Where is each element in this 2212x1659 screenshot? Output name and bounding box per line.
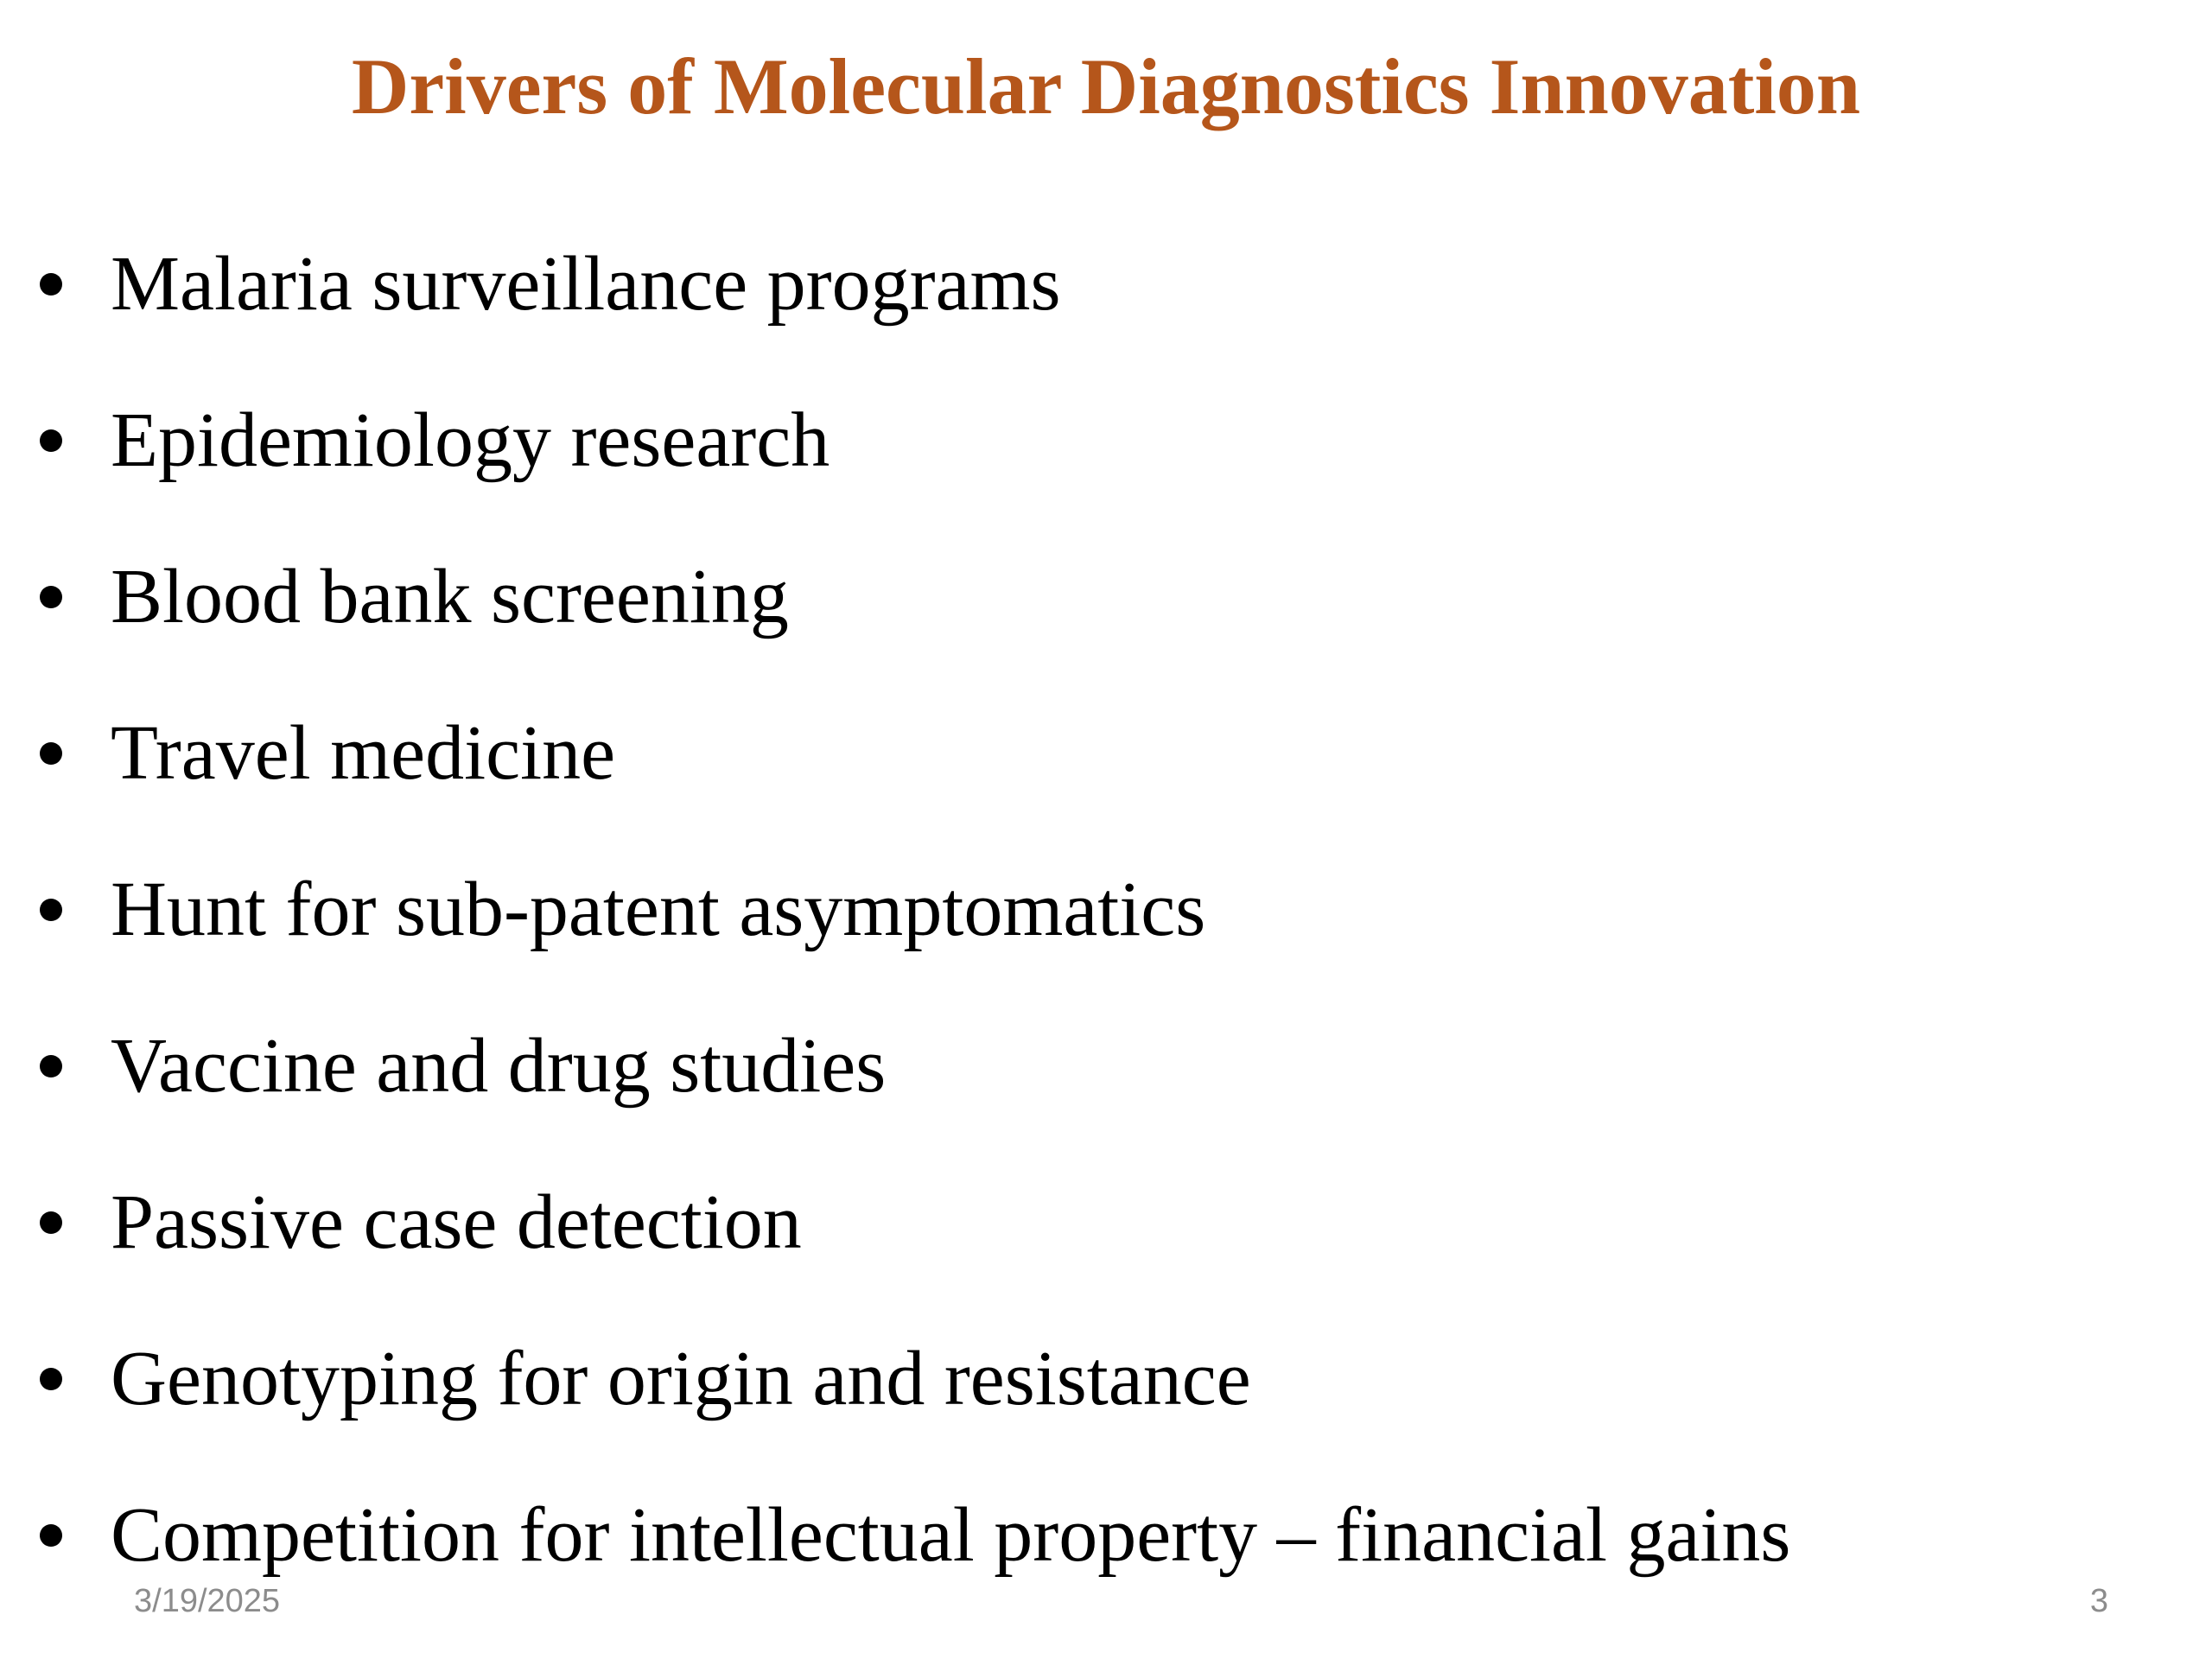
bullet-text: Competition for intellectual property – financial gains [111,1492,1791,1578]
bullet-item [33,1457,2176,1613]
bullet-item [33,1144,2176,1300]
bullet-item [33,675,2176,831]
bullet-point-icon [40,1211,62,1234]
bullet-text: Genotyping for origin and resistance [111,1336,1251,1421]
bullet-text: Travel medicine [111,710,616,796]
bullet-point-icon [40,899,62,921]
footer-date: 3/19/2025 [134,1583,281,1619]
bullet-text: Hunt for sub-patent asymptomatics [111,867,1206,952]
bullet-point-icon [40,273,62,296]
bullet-point-icon [40,1524,62,1547]
bullet-item [33,1300,2176,1457]
bullet-text: Epidemiology research [111,397,830,483]
bullet-point-icon [40,742,62,765]
bullet-text: Malaria surveillance programs [111,241,1061,327]
slide-title: Drivers of Molecular Diagnostics Innovation [351,42,1861,130]
bullet-point-icon [40,586,62,608]
bullet-item [33,831,2176,988]
footer-page-number: 3 [2089,1583,2108,1619]
bullet-item [33,362,2176,518]
bullet-list [33,206,2176,1613]
bullet-text: Blood bank screening [111,554,789,639]
bullet-item [33,206,2176,362]
bullet-text: Vaccine and drug studies [111,1023,887,1109]
bullet-point-icon [40,1055,62,1077]
bullet-item [33,988,2176,1144]
bullet-point-icon [40,1368,62,1390]
bullet-item [33,518,2176,675]
bullet-text: Passive case detection [111,1179,802,1265]
bullet-point-icon [40,429,62,452]
